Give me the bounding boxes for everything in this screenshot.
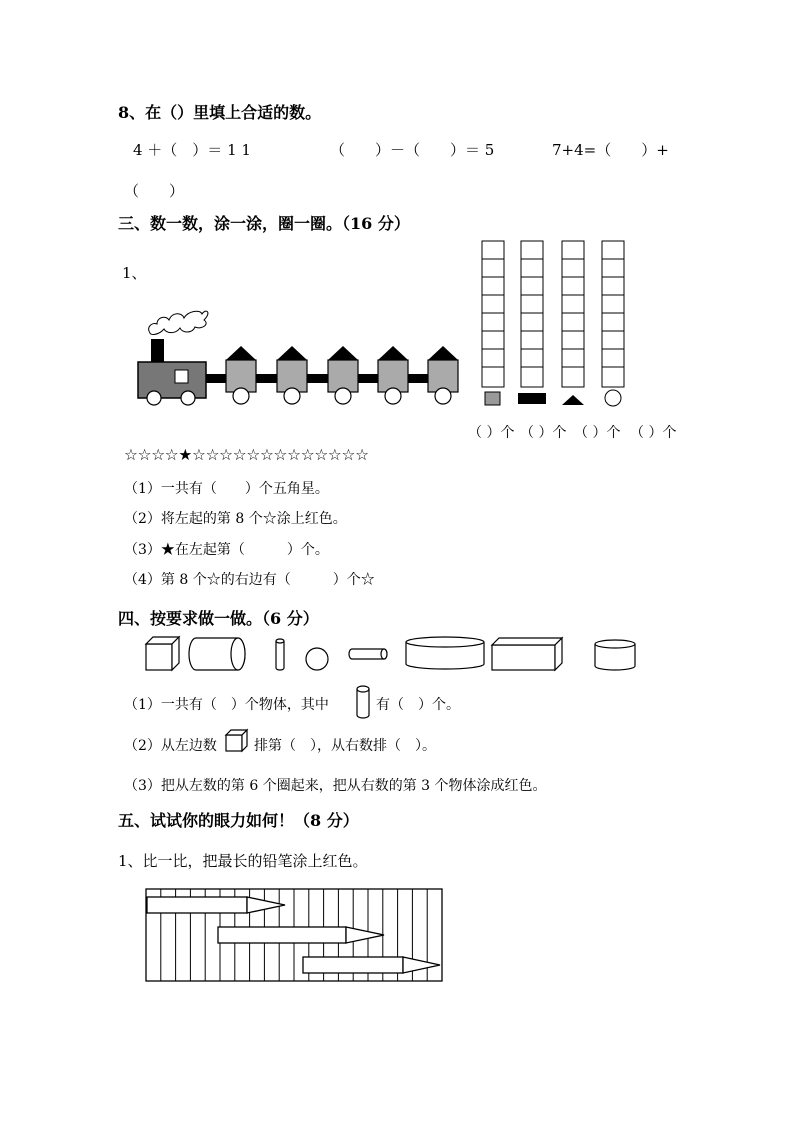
count-label-2: （ ）个 (520, 425, 567, 441)
cuboid-icon (492, 638, 562, 670)
section4-question-2b: 排第（ ），从右数排（ ）。 (254, 738, 436, 754)
section4-question-1b: 有（ ）个。 (376, 697, 460, 713)
q8-equation-2: （ ）－（ ）＝ 5 (330, 141, 495, 159)
small-cylinder-icon (349, 649, 387, 659)
q8-equation-3: 7+4=（ ）+ (552, 141, 669, 159)
section3-item1-label: 1、 (122, 264, 147, 282)
solid-shapes-row (140, 632, 640, 676)
section3-question-1: （1）一共有（ ）个五角星。 (124, 481, 329, 497)
section3-title: 三、数一数，涂一涂，圈一圈。（16 分） (118, 214, 410, 233)
medium-cylinder-icon (595, 640, 635, 670)
section4-question-3: （3）把从左数的第 6 个圈起来，把从右数的第 3 个物体涂成红色。 (124, 778, 547, 794)
pencil-comparison-grid (140, 884, 446, 984)
train-illustration (130, 300, 470, 410)
pencil-2 (218, 927, 384, 943)
sphere-icon (306, 648, 328, 670)
cube-icon (146, 637, 179, 670)
count-label-1: （ ）个 (468, 425, 515, 441)
section4-question-1a: （1）一共有（ ）个物体，其中 (124, 697, 329, 713)
cube-icon (224, 727, 250, 753)
circle-icon (605, 390, 621, 406)
section3-question-4: （4）第 8 个☆的右边有（ ）个☆ (124, 572, 375, 588)
section3-question-2: （2）将左起的第 8 个☆涂上红色。 (124, 511, 347, 527)
flat-cylinder-icon (406, 637, 484, 669)
section4-title: 四、按要求做一做。（6 分） (118, 609, 319, 628)
section4-question-2a: （2）从左边数 (124, 738, 217, 754)
gray-square-icon (485, 392, 500, 405)
section3-question-3: （3）★在左起第（ ）个。 (124, 542, 329, 558)
q8-equation-1: 4 ＋（ ）＝ 1 1 (133, 141, 251, 159)
star-row: ☆☆☆☆★☆☆☆☆☆☆☆☆☆☆☆☆☆ (124, 446, 369, 464)
counting-grid (476, 238, 636, 410)
q8-equation-3-continued: （ ） (124, 182, 185, 200)
section5-title: 五、试试你的眼力如何！（8 分） (118, 811, 359, 830)
cylinder-icon (355, 684, 371, 720)
black-triangle-icon (562, 395, 584, 405)
count-label-3: （ ）个 (574, 425, 621, 441)
count-label-4: （ ）个 (630, 425, 677, 441)
black-rectangle-icon (518, 393, 546, 404)
q8-title: 8、在（）里填上合适的数。 (118, 103, 322, 122)
cylinder-horizontal-icon (189, 638, 245, 670)
section5-item1: 1、比一比，把最长的铅笔涂上红色。 (118, 852, 368, 870)
cylinder-vertical-icon (276, 639, 284, 670)
